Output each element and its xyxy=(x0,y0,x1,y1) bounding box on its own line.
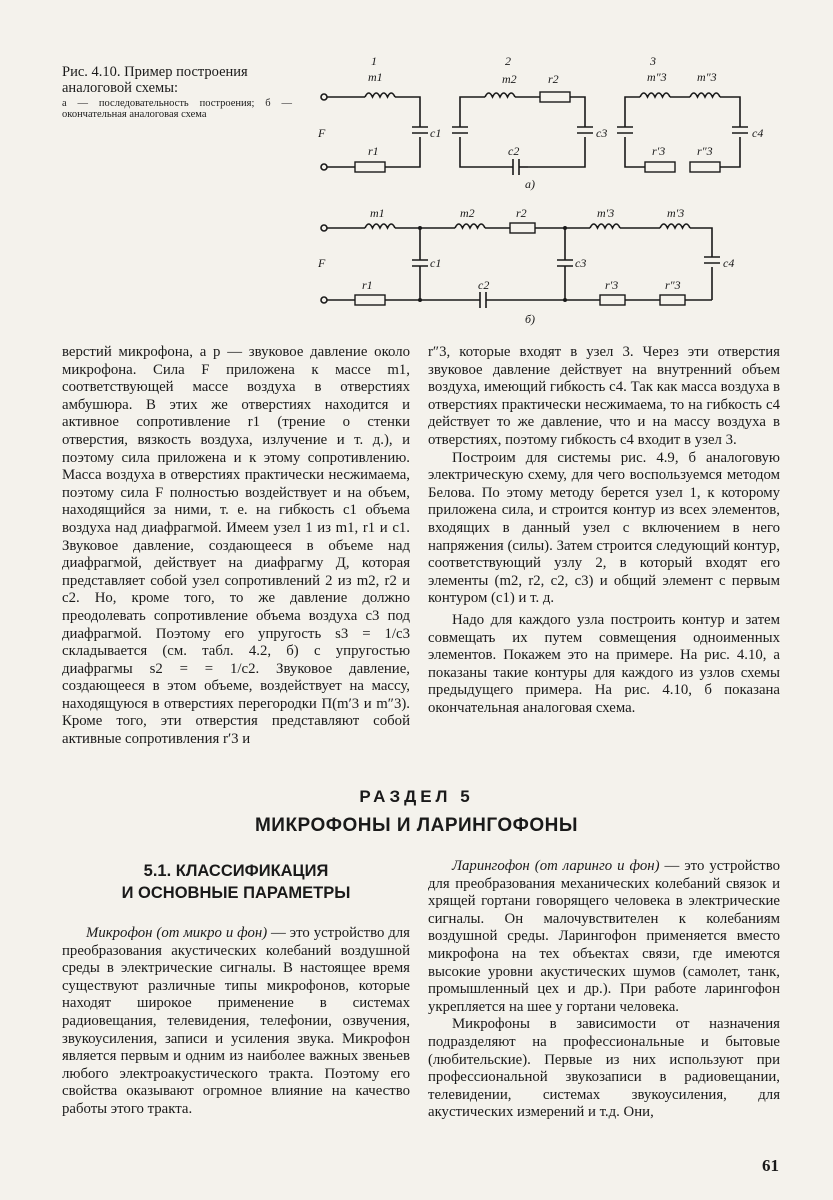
capacitor-c1b-a xyxy=(452,127,468,133)
label-F-a: F xyxy=(318,126,326,140)
inductor-m3pp-b xyxy=(660,224,690,228)
subsection-title-line2: И ОСНОВНЫЕ ПАРАМЕТРЫ xyxy=(121,884,351,902)
label-node1: 1 xyxy=(371,54,377,68)
label-m3pp-b: m′3 xyxy=(667,206,685,220)
capacitor-c3-b xyxy=(557,260,573,266)
inductor-m1-b xyxy=(365,224,395,228)
capacitor-c2-b xyxy=(480,292,486,308)
label-c4-b: c4 xyxy=(723,256,735,270)
label-c1-a: c1 xyxy=(430,126,442,140)
diagram-b xyxy=(317,206,734,326)
terminal-b-bottom xyxy=(321,297,327,303)
inductor-m3p-a xyxy=(640,93,670,97)
label-c2-b: c2 xyxy=(478,278,490,292)
label-m1-a: m1 xyxy=(368,70,383,84)
label-c2-a: c2 xyxy=(508,144,520,158)
inductor-m2-b xyxy=(455,224,485,228)
label-r3p-b: r′3 xyxy=(605,278,619,292)
body-text-left-top xyxy=(62,344,410,749)
inductor-m2-a xyxy=(485,93,515,97)
label-c4-a: c4 xyxy=(752,126,764,140)
capacitor-c3b-a xyxy=(617,127,633,133)
label-c1-b: c1 xyxy=(430,256,442,270)
inductor-m3p-b xyxy=(590,224,620,228)
term-laryngophone: Ларингофон (от ларинго и фон) xyxy=(452,858,660,874)
label-m3pp-a: m″3 xyxy=(697,70,717,84)
paragraph-text: — это устройство для преобразования механических колебаний связок и хрящей гортани говорящего человека в электрические сигналы. Он малочувствителен к колебаниям воздушной среды. Ларингофон применяется вместо микрофона на тех объектах связи, где имеются высокие уровни акустических шумов (самолет, танк, промышленный цех и др.). При работе ларингофон укрепляется на шее у гортани человека. xyxy=(428,858,780,1015)
terminal-b-top xyxy=(321,225,327,231)
resistor-r2-a xyxy=(540,92,570,102)
section-label: РАЗДЕЛ 5 xyxy=(359,787,474,806)
paragraph xyxy=(62,925,410,1119)
paragraph-text: — это устройство для преобразования акустических колебаний воздушной среды в электрические сигналы. В настоящее время существуют различные типы микрофонов, которые находят широкое применение в системах радиовещания, телевидения, телефонии, озвучения, звукоусиления, записи и усиления звука. Микрофон является первым и одним из наиболее важных звеньев любого электроакустического тракта. Поэтому его свойства оказывают огромное влияние на качество работы этого тракта. xyxy=(62,925,410,1117)
label-r3pp-b: r″3 xyxy=(665,278,681,292)
paragraph: Построим для системы рис. 4.9, б аналоговую электрическую схему, для чего воспользуемся методом Белова. По этому методу берется узел 1, к которому приложена сила, и строится контур из всех элементов, входящих в данный узел с включением в него напряжения (силы). Затем строится следующий контур, соответствующий узлу 2, в который входят его элементы (m2, r2, c2, c3) и общий элемент с первым контуром (c1) и т. д. xyxy=(428,449,780,607)
label-r2-b: r2 xyxy=(516,206,527,220)
section-title: МИКРОФОНЫ И ЛАРИНГОФОНЫ xyxy=(254,815,579,836)
resistor-r2-b xyxy=(510,223,535,233)
capacitor-c3-a xyxy=(577,127,593,133)
label-sub-a: а) xyxy=(525,177,535,191)
label-c3-b: c3 xyxy=(575,256,587,270)
subsection-title xyxy=(62,860,410,904)
diagram-a xyxy=(317,54,763,191)
capacitor-c1-a xyxy=(412,127,428,133)
label-r1-a: r1 xyxy=(368,144,379,158)
label-r2-a: r2 xyxy=(548,72,559,86)
circuit-diagram xyxy=(300,45,780,330)
capacitor-c4-a xyxy=(732,127,748,133)
figure-caption-title: Рис. 4.10. Пример построения аналоговой схемы: xyxy=(62,64,248,96)
term-microphone: Микрофон (от микро и фон) xyxy=(86,925,268,941)
inductor-m3pp-a xyxy=(690,93,720,97)
label-sub-b: б) xyxy=(525,312,536,326)
paragraph: Микрофоны в зависимости от назначения подразделяют на профессиональные и бытовые (любительские). Первые из них используют при профессиональной звукозаписи в радиовещании, телевидении, системах звукоусиления, для акустических измерений и т.д. Они, xyxy=(428,1016,780,1121)
resistor-r3p-a xyxy=(645,162,675,172)
resistor-r1-a xyxy=(355,162,385,172)
body-text-left-bottom xyxy=(62,925,410,1119)
label-m2-b: m2 xyxy=(460,206,475,220)
terminal-a-bottom xyxy=(321,164,327,170)
paragraph xyxy=(428,858,780,1016)
label-F-b: F xyxy=(318,256,326,270)
label-c3-a: c3 xyxy=(596,126,608,140)
resistor-r3pp-b xyxy=(660,295,685,305)
capacitor-c1-b xyxy=(412,260,428,266)
resistor-r1-b xyxy=(355,295,385,305)
label-m2-a: m2 xyxy=(502,72,517,86)
capacitor-c2-a xyxy=(513,159,519,175)
resistor-r3pp-a xyxy=(690,162,720,172)
inductor-m1-a xyxy=(365,93,395,97)
label-m3p-b: m′3 xyxy=(597,206,615,220)
body-text-right-top xyxy=(428,344,780,717)
figure-caption xyxy=(62,64,292,120)
subsection-title-line1: 5.1. КЛАССИФИКАЦИЯ xyxy=(143,862,329,880)
label-r1-b: r1 xyxy=(362,278,373,292)
label-r3pp-a: r″3 xyxy=(697,144,713,158)
label-node2: 2 xyxy=(505,54,511,68)
paragraph: r″3, которые входят в узел 3. Через эти отверстия звуковое давление действует на внутренний объем воздуха, имеющий гибкость c4. Так как масса воздуха в отверстиях практически несжимаема, то на гибкость c4 действует то же давление, что и на массу воздуха в отверстиях, поэтому гибкость c4 входит в узел 3. xyxy=(428,344,780,448)
label-m1-b: m1 xyxy=(370,206,385,220)
page-number: 61 xyxy=(762,1156,779,1175)
paragraph: Надо для каждого узла построить контур и затем совмещать их путем совмещения одноименных элементов. Покажем это на примере. На рис. 4.10, а показаны такие контуры для каждого из узлов схемы предыдущего примера. На рис. 4.10, б показана окончательная аналоговая схема. xyxy=(428,611,780,716)
label-m3p-a: m″3 xyxy=(647,70,667,84)
capacitor-c4-b xyxy=(704,257,720,263)
resistor-r3p-b xyxy=(600,295,625,305)
terminal-a-top xyxy=(321,94,327,100)
figure-caption-note: а — последовательность построения; б — окончательная аналоговая схема xyxy=(62,98,292,120)
body-text-right-bottom xyxy=(428,858,780,1122)
paragraph: верстий микрофона, а p — звуковое давление около микрофона. Сила F приложена к массе m1, соответствующей массе воздуха в отверстиях амбушюра. В этих же отверстиях находится и активное сопротивление r1 (трение о стенки отверстия, вязкость воздуха, излучение и т. д.), и поэтому сила приложена и к этому сопротивлению. Масса воздуха в отверстиях практически несжимаема, поэтому сила F полностью воздействует и на объем, находящийся за ними, т. е. на гибкость c1 объема воздуха над диафрагмой. Имеем узел 1 из m1, r1 и c1. Звуковое давление, создающееся в объеме над диафрагмой, действует на диафрагму Д, которая представляет собой узел сопротивлений 2 из m2, r2 и c2. Но, кроме того, то же давление должно преодолевать сопротивление объема воздуха c3 под диафрагмой. Поэтому его упругость s3 = 1/c3 складывается (см. табл. 4.2, б) с упругостью диафрагмы s2 = = 1/c2. Звуковое давление, создающееся в этом объеме, воздействует на массу, находящуюся в отверстиях перегородки П(m′3 и m″3). Кроме того, эти отверстия представляют собой активные сопротивления r′3 и xyxy=(62,344,410,748)
label-r3p-a: r′3 xyxy=(652,144,666,158)
label-node3: 3 xyxy=(650,54,656,68)
